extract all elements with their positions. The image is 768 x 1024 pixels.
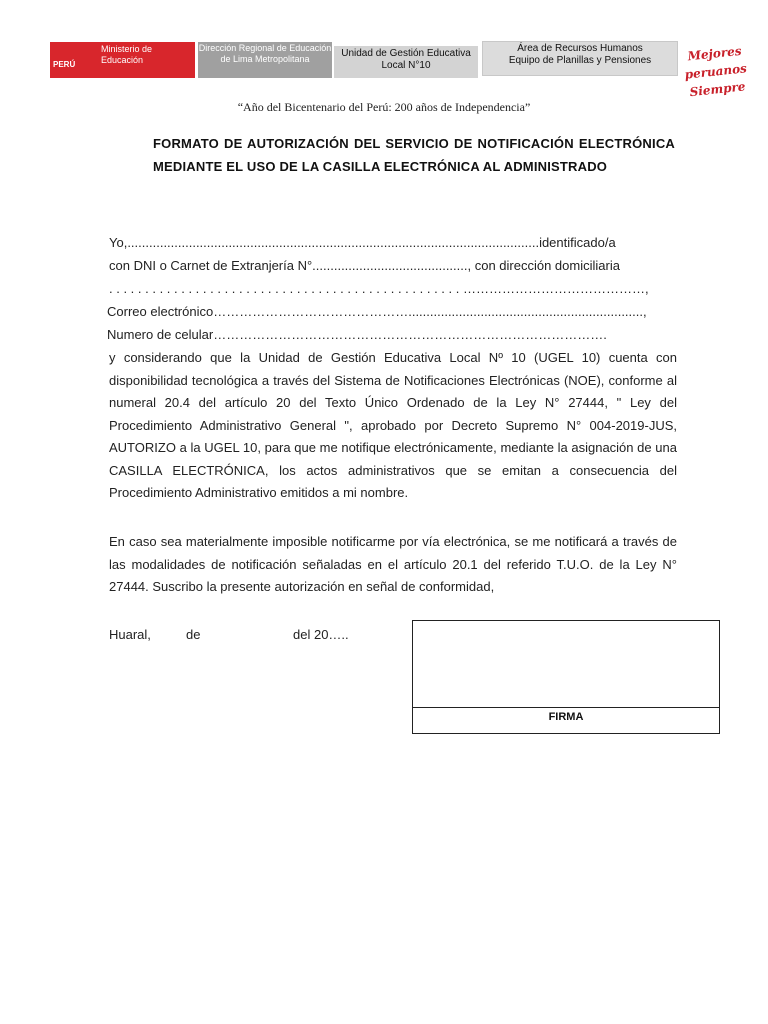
logo-word-2: peruanos [683, 61, 748, 82]
ministerio-block [100, 42, 195, 78]
dre-block [198, 42, 332, 78]
form-line-email: Correo electrónico………………………………………................................................................., [107, 304, 647, 319]
document-title: FORMATO DE AUTORIZACIÓN DEL SERVICIO DE NOTIFICACIÓN ELECTRÓNICA MEDIANTE EL USO DE LA CASILLA ELECTRÓNICA AL ADMINISTRADO [153, 136, 675, 174]
mejores-peruanos-logo [683, 40, 748, 104]
ugel-label: Unidad de Gestión Educativa Local N°10 [341, 48, 471, 71]
form-line-dni: con DNI o Carnet de Extranjería N°..........................................., con dirección domiciliaria [109, 258, 620, 273]
form-line-address: . . . . . . . . . . . . . . . . . . . . . . . . . . . . . . . . . . . . . . . . . . . . . . . . . ……………………………………, [109, 281, 649, 296]
place-del: del 20….. [293, 627, 349, 642]
peru-logo-block [50, 42, 100, 78]
signature-label: FIRMA [548, 711, 584, 723]
dre-label: Dirección Regional de Educación de Lima Metropolitana [198, 43, 332, 64]
second-paragraph: En caso sea materialmente imposible notificarme por vía electrónica, se me notificará a través de las modalidades de notificación señaladas en el artículo 20.1 del referido T.U.O. de la Ley N° 27444. Suscribo la presente autorización en señal de conformidad, [109, 534, 677, 594]
place-city: Huaral, [109, 627, 151, 642]
year-motto: “Año del Bicentenario del Perú: 200 años de Independencia” [237, 100, 531, 114]
body-paragraph: y considerando que la Unidad de Gestión Educativa Local Nº 10 (UGEL 10) cuenta con disponibilidad tecnológica a través del Sistema de Notificaciones Electrónicas (NOE), conforme al numeral 20.4 del artículo 20 del Texto Único Ordenado de la Ley N° 27444, " Ley del Procedimiento Administrativo General ", aprobado por Decreto Supremo N° 004-2019-JUS, AUTORIZO a la UGEL 10, para que me notifique electrónicamente, mediante la asignación de una CASILLA ELECTRÓNICA, los actos administrativos que se emitan a consecuencia del Procedimiento Administrativo emitidos a mi nombre. [109, 350, 677, 500]
area-label-line2: Equipo de Planillas y Pensiones [508, 55, 652, 66]
logo-word-1: Mejores [686, 43, 743, 64]
signature-divider [413, 707, 719, 708]
area-block [482, 41, 678, 76]
ugel-block [334, 46, 478, 78]
ministerio-label: Ministerio de Educación [101, 44, 153, 65]
form-line-phone: Numero de celular………………………………………………………………………………. [107, 327, 607, 342]
area-label-line1: Área de Recursos Humanos [517, 43, 643, 54]
peru-label: PERÚ [53, 60, 76, 69]
form-line-name: Yo,..................................................................................................................identificado/a [109, 235, 616, 250]
signature-box[interactable] [412, 620, 720, 734]
logo-word-3: Siempre [688, 79, 747, 100]
place-de: de [186, 627, 201, 642]
